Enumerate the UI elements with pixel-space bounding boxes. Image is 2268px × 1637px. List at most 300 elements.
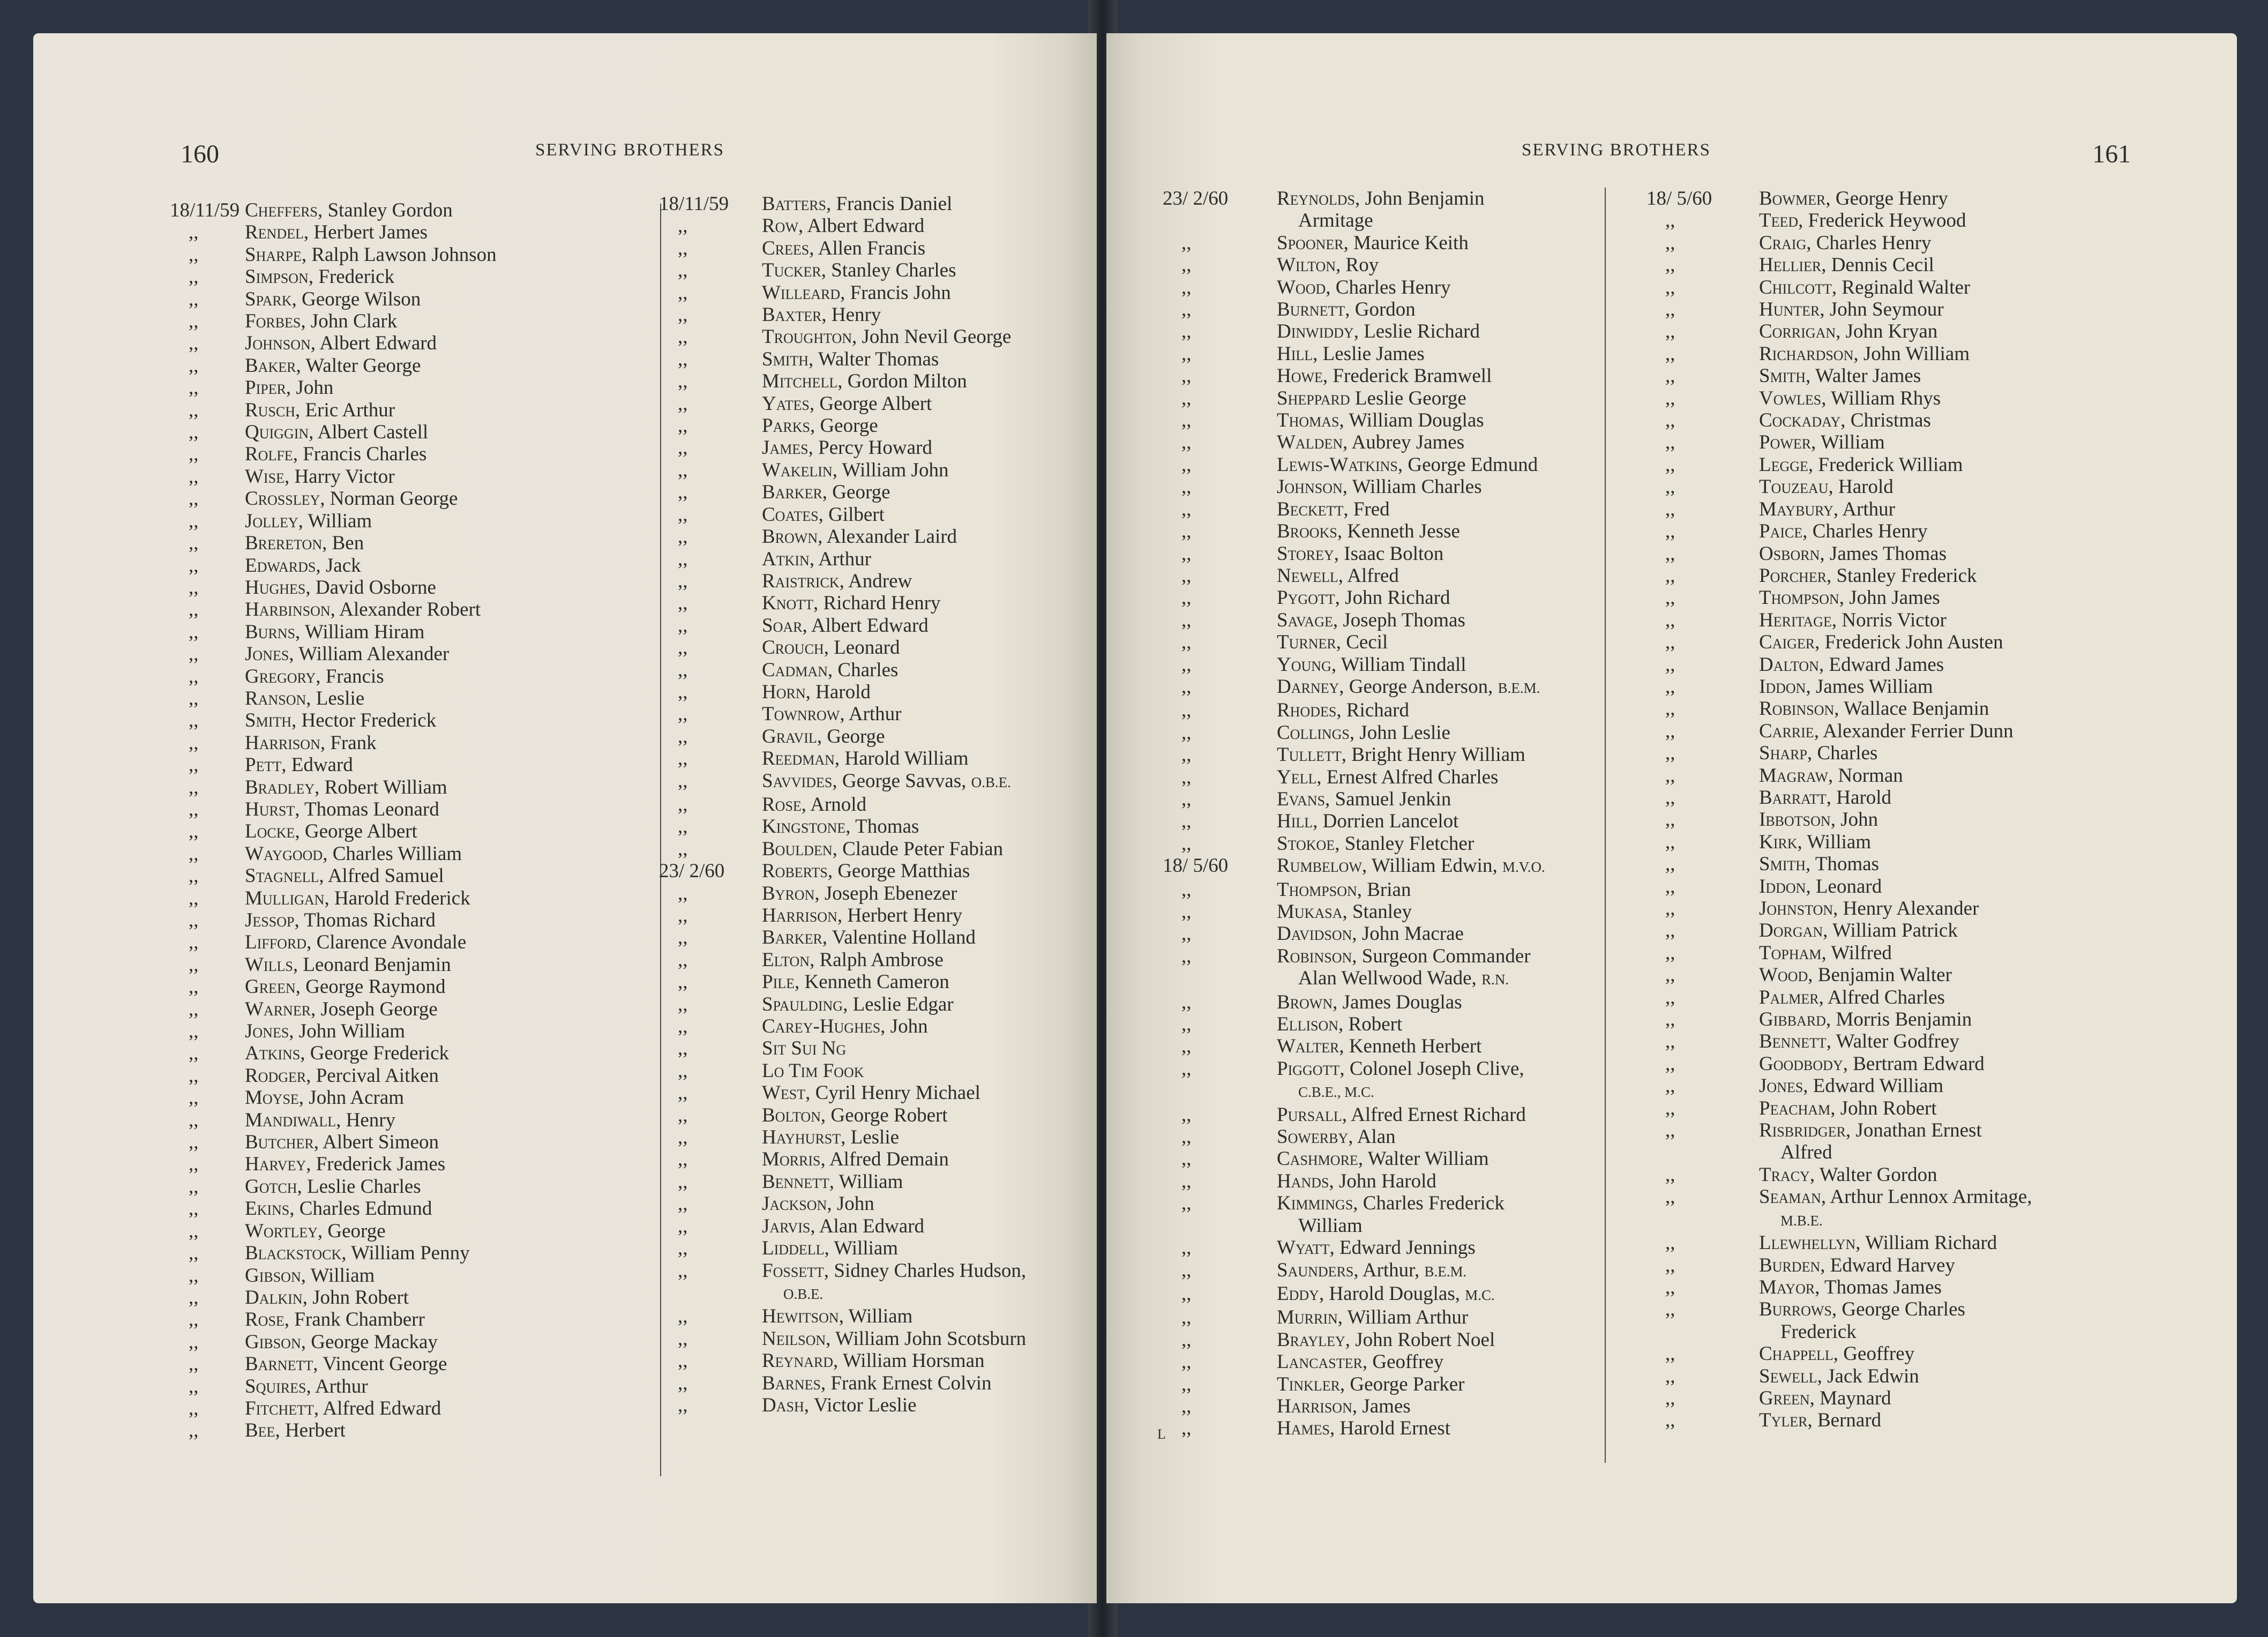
name-entry	[170, 687, 497, 709]
entry-given-names: Clarence Avondale	[316, 931, 467, 954]
entry-date: 18/11/59	[659, 193, 729, 215]
entry-name: Tucker, Stanley Charles	[762, 259, 956, 282]
name-entry	[659, 971, 1026, 993]
entry-given-names: Gordon Milton	[847, 370, 967, 393]
entry-surname: Piggott	[1277, 1057, 1340, 1080]
entry-surname: Tyler	[1759, 1409, 1808, 1432]
name-entry	[1163, 609, 1545, 631]
entry-given-names: John	[890, 1015, 928, 1038]
entry-date: ,,	[678, 1372, 688, 1394]
entry-date: ,,	[1665, 298, 1675, 321]
entry-surname: Gibbard	[1759, 1008, 1826, 1031]
entry-name: Stagnell, Alfred Samuel	[245, 865, 444, 887]
name-entry	[659, 237, 1026, 259]
entry-surname: Sit Sui Ng	[762, 1037, 847, 1060]
entry-name: Crees, Allen Francis	[762, 237, 926, 259]
entry-surname: Robinson	[1277, 945, 1352, 967]
entry-date: ,,	[1181, 365, 1192, 387]
entry-date: ,,	[1181, 1170, 1192, 1192]
name-entry	[170, 266, 497, 288]
name-entry	[1163, 1417, 1545, 1439]
name-entry	[659, 949, 1026, 971]
entry-date: ,,	[189, 1220, 199, 1242]
entry-given-names: Vincent George	[323, 1353, 447, 1376]
entry-surname: Burrows	[1759, 1298, 1832, 1321]
entry-surname: Ellison	[1277, 1013, 1339, 1036]
entry-date: ,,	[1665, 387, 1675, 409]
entry-given-names: George Savvas,	[842, 769, 967, 792]
entry-date: ,,	[189, 665, 199, 687]
entry-date: ,,	[189, 731, 199, 754]
name-entry	[1163, 722, 1545, 744]
entry-name: Fossett, Sidney Charles Hudson, O.B.E.	[762, 1260, 1026, 1306]
name-entry	[1163, 387, 1545, 409]
entry-name: Soar, Albert Edward	[762, 614, 929, 637]
entry-given-names: William Alexander	[298, 643, 450, 666]
name-entry	[170, 555, 497, 577]
entry-given-names: William John Scotsburn	[835, 1327, 1027, 1350]
entry-given-names: Harold Douglas,	[1329, 1282, 1461, 1305]
name-entry	[659, 1015, 1026, 1037]
entry-given-names: Alfred Demain	[829, 1148, 949, 1171]
name-entry	[659, 703, 1026, 725]
entry-given-names: Roy	[1345, 254, 1379, 276]
entry-surname: Barnett	[245, 1353, 313, 1376]
entry-surname: Liddell	[762, 1237, 825, 1260]
entry-surname: Green	[1759, 1387, 1810, 1409]
entry-date: ,,	[189, 532, 199, 555]
entry-date: ,,	[678, 703, 688, 726]
entry-given-names: Stanley	[1352, 901, 1412, 923]
entry-surname: Peacham	[1759, 1097, 1831, 1119]
entry-given-names: Leslie James	[1322, 342, 1425, 365]
entry-surname: Cashmore	[1277, 1148, 1358, 1170]
entry-name: Evans, Samuel Jenkin	[1277, 788, 1451, 810]
entry-given-names: Surgeon Commander	[1361, 945, 1531, 967]
entry-given-names: Frederick Bramwell	[1333, 365, 1492, 387]
entry-date: ,,	[678, 592, 688, 615]
entry-surname: Bolton	[762, 1104, 821, 1126]
entry-name: Jarvis, Alan Edward	[762, 1215, 925, 1237]
entry-given-names: Eric Arthur	[305, 399, 395, 421]
entry-name: Barnett, Vincent George	[245, 1353, 447, 1376]
entry-date: ,,	[1181, 991, 1192, 1013]
entry-name: Gibbard, Morris Benjamin	[1759, 1008, 1972, 1031]
entry-given-names: Charles Henry	[1335, 276, 1451, 298]
entry-name: Craig, Charles Henry	[1759, 231, 1932, 254]
name-entry	[1163, 744, 1545, 766]
entry-continuation	[1277, 1215, 1504, 1237]
name-entry	[170, 532, 497, 554]
entry-name: Walden, Aubrey James	[1277, 431, 1465, 454]
entry-given-names: Thomas	[855, 816, 919, 838]
name-entry	[1646, 232, 2032, 254]
entry-name: Iddon, Leonard	[1759, 875, 1882, 898]
entry-given-names: Joseph Thomas	[1343, 609, 1465, 631]
entry-name: Smith, Hector Frederick	[245, 709, 437, 732]
entry-given-names: Albert Edward	[319, 332, 437, 355]
entry-name: Thompson, John James	[1759, 587, 1940, 609]
entry-name: Blackstock, William Penny	[245, 1242, 470, 1265]
entry-given-names: Kenneth Jesse	[1347, 520, 1460, 543]
entry-surname: Burden	[1759, 1254, 1821, 1276]
entry-name: Darney, George Anderson, B.E.M.	[1277, 675, 1540, 698]
entry-name: Yell, Ernest Alfred Charles	[1277, 766, 1499, 788]
entry-date: ,,	[1665, 786, 1675, 809]
name-entry	[170, 1242, 497, 1264]
entry-date: ,,	[678, 1215, 688, 1237]
name-entry	[170, 998, 497, 1020]
entry-given-names: Cyril Henry Michael	[815, 1082, 980, 1104]
entry-date: ,,	[1181, 1013, 1192, 1036]
entry-name: Eddy, Harold Douglas, M.C.	[1277, 1282, 1495, 1305]
entry-date: ,,	[1665, 342, 1675, 365]
entry-name: Crouch, Leonard	[762, 637, 900, 659]
name-entry	[659, 1060, 1026, 1082]
entry-given-names: Alexander Ferrier Dunn	[1823, 720, 2013, 742]
entry-date: ,,	[678, 392, 688, 415]
entry-surname: Baxter	[762, 304, 822, 326]
entry-date: ,,	[1665, 986, 1675, 1008]
entry-date: ,,	[1665, 653, 1675, 676]
entry-name: Edwards, Jack	[245, 554, 361, 577]
name-entry	[1163, 1104, 1545, 1126]
entry-name: Dalton, Edward James	[1759, 653, 1944, 676]
entry-given-names: John Benjamin	[1365, 188, 1485, 210]
entry-surname: Dalkin	[245, 1286, 303, 1309]
entry-continuation	[1759, 1141, 1982, 1163]
entry-surname: Roberts	[762, 860, 828, 883]
entry-surname: Johnson	[1277, 476, 1343, 498]
page-number: 160	[181, 140, 219, 168]
name-entry	[659, 1350, 1026, 1372]
name-entry	[170, 377, 497, 399]
entry-given-names: John Seymour	[1829, 298, 1944, 321]
entry-date: ,,	[189, 1153, 199, 1176]
name-entry	[1646, 1365, 2032, 1387]
entry-name: Gibson, William	[245, 1264, 375, 1287]
entry-surname: Walter	[1277, 1035, 1339, 1058]
entry-date: ,,	[678, 659, 688, 681]
entry-surname: Chappell	[1759, 1343, 1833, 1365]
entry-name: Caiger, Frederick John Austen	[1759, 631, 2003, 654]
entry-surname: Caiger	[1759, 631, 1815, 654]
entry-name: Wilton, Roy	[1277, 254, 1379, 276]
entry-date: ,,	[1181, 766, 1192, 788]
entry-surname: Cockaday	[1759, 409, 1841, 432]
entry-surname: Byron	[762, 882, 815, 905]
entry-given-names: John William	[298, 1020, 406, 1043]
entry-given-names: Fred	[1353, 498, 1390, 520]
entry-surname: Gregory	[245, 665, 316, 687]
entry-given-names: John Clark	[310, 310, 398, 333]
name-entry	[1646, 809, 2032, 831]
entry-date: ,,	[678, 215, 688, 237]
entry-given-names: Samuel Jenkin	[1335, 788, 1451, 810]
entry-date: ,,	[1665, 1409, 1675, 1432]
entry-given-names: George Frederick	[310, 1042, 450, 1065]
entry-given-names: William	[848, 1305, 913, 1328]
entry-surname: Blackstock	[245, 1242, 342, 1265]
entry-given-names: Dennis Cecil	[1831, 254, 1934, 276]
entry-name: Brereton, Ben	[245, 532, 364, 555]
entry-date: ,,	[189, 776, 199, 798]
entry-name: Power, William	[1759, 431, 1885, 454]
name-entry	[1646, 609, 2032, 631]
entry-given-names: Albert Simeon	[323, 1131, 439, 1154]
entry-given-names: Thomas	[1815, 853, 1880, 876]
name-entry	[170, 1042, 497, 1064]
entry-surname: Bradley	[245, 776, 315, 798]
name-entry	[1646, 986, 2032, 1008]
entry-name: Knott, Richard Henry	[762, 592, 941, 615]
entry-surname: Dorgan	[1759, 920, 1823, 942]
entry-name: Jones, William Alexander	[245, 643, 450, 666]
entry-date: ,,	[1665, 1298, 1675, 1321]
entry-date: ,,	[1181, 254, 1192, 276]
entry-date: ,,	[1665, 1186, 1675, 1208]
entry-given-names: Norman George	[330, 488, 458, 510]
entry-name: Roberts, George Matthias	[762, 860, 970, 883]
entry-surname: Harvey	[245, 1153, 306, 1176]
entry-name: Baxter, Henry	[762, 304, 881, 326]
entry-given-names: Colonel Joseph Clive,	[1349, 1057, 1524, 1080]
entry-given-names: Brian	[1367, 878, 1411, 901]
entry-name: Moyse, John Acram	[245, 1087, 405, 1109]
name-entry	[170, 1065, 497, 1087]
entry-date: ,,	[678, 905, 688, 926]
entry-date: ,,	[1665, 1232, 1675, 1254]
entry-date: ,,	[1181, 1351, 1192, 1373]
entry-name: Tullett, Bright Henry William	[1277, 744, 1525, 766]
entry-given-names: Claude Peter Fabian	[842, 838, 1004, 860]
entry-date: ,,	[1665, 498, 1675, 520]
entry-surname: Johnston	[1759, 898, 1833, 920]
entry-name: Ellison, Robert	[1277, 1013, 1403, 1036]
name-entry	[659, 860, 1026, 882]
entry-name: Jones, John William	[245, 1020, 406, 1043]
entry-name: Spaulding, Leslie Edgar	[762, 993, 954, 1015]
entry-given-names: Charles	[837, 659, 899, 681]
entry-given-names: Ralph Ambrose	[819, 948, 944, 971]
entry-name: Hames, Harold Ernest	[1277, 1417, 1450, 1440]
entry-surname: Risbridger	[1759, 1119, 1846, 1142]
name-entry	[1163, 431, 1545, 453]
entry-given-names: George Wilson	[302, 288, 421, 310]
entry-name: Fitchett, Alfred Edward	[245, 1397, 441, 1419]
entry-name: Cheffers, Stanley Gordon	[245, 199, 453, 221]
entry-given-names: Edward William	[1813, 1075, 1944, 1097]
name-entry	[659, 1037, 1026, 1059]
entry-date: ,,	[189, 1087, 199, 1109]
entry-name: Maybury, Arthur	[1759, 498, 1895, 520]
entry-surname: Quiggin	[245, 421, 309, 444]
name-entry	[659, 459, 1026, 481]
entry-name: Young, William Tindall	[1277, 653, 1466, 676]
entry-honours: M.C.	[1465, 1287, 1495, 1303]
entry-name: Rusch, Eric Arthur	[245, 399, 395, 421]
entry-surname: Gravil	[762, 725, 817, 748]
name-entry	[1163, 1259, 1545, 1283]
entry-surname: Saunders	[1277, 1259, 1354, 1281]
name-entry	[1646, 631, 2032, 653]
entry-surname: Kimmings	[1277, 1192, 1353, 1215]
name-entry	[659, 348, 1026, 370]
entry-date: ,,	[189, 1198, 199, 1220]
entry-name: Raistrick, Andrew	[762, 570, 912, 592]
name-entry	[170, 355, 497, 377]
entry-surname: Sharpe	[245, 243, 302, 266]
entry-given-names: Arthur,	[1362, 1259, 1420, 1281]
entry-date: ,,	[189, 243, 199, 266]
entry-name: Quiggin, Albert Castell	[245, 421, 429, 444]
entry-given-names: Bertram Edward	[1853, 1052, 1985, 1075]
entry-date: ,,	[1181, 498, 1192, 520]
entry-date: ,,	[1181, 1282, 1192, 1305]
entry-date: ,,	[678, 304, 688, 326]
entry-given-names: George Albert	[304, 820, 417, 843]
name-entry	[1163, 991, 1545, 1013]
entry-date: ,,	[1665, 631, 1675, 654]
entry-surname: Paice	[1759, 520, 1803, 543]
entry-given-names: Albert Castell	[317, 421, 429, 444]
name-entry	[1646, 1343, 2032, 1365]
entry-surname: Hayhurst	[762, 1126, 841, 1149]
entry-surname: Wood	[1759, 964, 1808, 986]
entry-given-names: Leonard	[1815, 875, 1882, 898]
name-entry	[1646, 720, 2032, 742]
name-entry	[170, 954, 497, 976]
entry-date: ,,	[189, 1131, 199, 1154]
entry-date: ,,	[1665, 1365, 1675, 1387]
entry-surname: Rose	[245, 1309, 285, 1331]
entry-given-names: Edward Jennings	[1339, 1237, 1476, 1259]
entry-surname: Richardson	[1759, 342, 1854, 365]
entry-name: Burden, Edward Harvey	[1759, 1254, 1955, 1276]
entry-date: ,,	[1181, 1035, 1192, 1058]
name-entry	[1163, 454, 1545, 476]
entry-surname: Beckett	[1277, 498, 1344, 520]
name-entry	[170, 798, 497, 820]
entry-given-names: Leslie	[850, 1126, 900, 1149]
name-entry	[170, 244, 497, 266]
entry-name: Barker, Valentine Holland	[762, 926, 976, 949]
entry-given-names: Walter Thomas	[818, 348, 939, 370]
entry-given-names: William	[1820, 431, 1885, 454]
entry-date: ,,	[1181, 476, 1192, 498]
entry-name: Wise, Harry Victor	[245, 465, 395, 488]
name-entry	[659, 993, 1026, 1015]
name-entry	[1163, 498, 1545, 520]
entry-name: James, Percy Howard	[762, 437, 932, 459]
name-entry	[1646, 1030, 2032, 1052]
entry-given-names: John	[836, 1193, 874, 1215]
entry-given-names: Arthur Lennox Armitage,	[1830, 1186, 2032, 1208]
entry-given-names: John	[1840, 809, 1878, 831]
right-page	[1106, 33, 2237, 1603]
entry-surname: Gotch	[245, 1175, 297, 1198]
entry-surname: Rolfe	[245, 443, 293, 466]
entry-name: Piper, John	[245, 377, 334, 399]
entry-given-names: Thomas Leonard	[304, 798, 439, 820]
entry-given-names: George Matthias	[837, 860, 970, 883]
entry-given-names: Ernest Alfred Charles	[1326, 766, 1499, 788]
entry-name: Wyatt, Edward Jennings	[1277, 1237, 1476, 1259]
name-entry	[170, 976, 497, 998]
entry-name: Hill, Leslie James	[1277, 342, 1425, 365]
entry-name: Brooks, Kenneth Jesse	[1277, 520, 1460, 543]
entry-name: Smith, Walter James	[1759, 365, 1921, 387]
entry-surname: Mukasa	[1277, 901, 1343, 923]
entry-given-names: George Henry	[1835, 188, 1948, 210]
entry-given-names: Wilfred	[1831, 941, 1892, 964]
name-entry	[1646, 1053, 2032, 1075]
entry-name: Savvides, George Savvas, O.B.E.	[762, 769, 1011, 792]
entry-name: Smith, Thomas	[1759, 853, 1880, 876]
entry-name: Harrison, Herbert Henry	[762, 905, 963, 926]
entry-given-names: Geoffrey	[1843, 1343, 1915, 1365]
name-entry	[1646, 765, 2032, 787]
entry-date: ,,	[1665, 1343, 1675, 1365]
entry-date: ,,	[1181, 631, 1192, 654]
name-entry	[170, 288, 497, 310]
entry-date: ,,	[678, 1259, 688, 1282]
name-entry	[1163, 409, 1545, 431]
entry-given-names: James William	[1815, 675, 1933, 698]
entry-given-names: Richard	[1346, 699, 1409, 722]
entry-surname: Brooks	[1277, 520, 1337, 543]
name-entry	[170, 1176, 497, 1198]
entry-name: Robinson, Surgeon Commander Alan Wellwood Wade, R.N.	[1277, 945, 1531, 991]
entry-surname: Lewis-Watkins	[1277, 453, 1398, 476]
entry-surname: Howe	[1277, 365, 1323, 387]
entry-given-names: Walter George	[305, 354, 421, 377]
entry-given-names: Kenneth Cameron	[804, 971, 949, 993]
name-entry	[659, 193, 1026, 215]
name-entry	[1646, 188, 2032, 210]
entry-name: Spooner, Maurice Keith	[1277, 231, 1469, 254]
entry-name: Boulden, Claude Peter Fabian	[762, 838, 1004, 860]
entry-surname: Coates	[762, 503, 819, 526]
entry-given-names: Albert Edward	[811, 614, 929, 637]
entry-surname: Pile	[762, 971, 795, 993]
name-entry	[1646, 1075, 2032, 1097]
entry-surname: Stagnell	[245, 865, 319, 887]
entry-date: ,,	[189, 576, 199, 599]
entry-date: ,,	[189, 221, 199, 244]
entry-date: ,,	[1181, 1373, 1192, 1395]
entry-date: ,,	[678, 681, 688, 703]
entry-name: Morris, Alfred Demain	[762, 1148, 949, 1171]
name-entry	[1646, 742, 2032, 764]
entry-surname: Wortley	[245, 1220, 318, 1242]
entry-surname: Hunter	[1759, 298, 1820, 321]
entry-date: ,,	[678, 1015, 688, 1038]
entry-date: ,,	[678, 370, 688, 393]
entry-date: ,,	[1181, 453, 1192, 476]
name-entry	[1163, 879, 1545, 901]
entry-name: Bradley, Robert William	[245, 776, 447, 798]
entry-name: Thompson, Brian	[1277, 878, 1411, 901]
entry-surname: Jackson	[762, 1193, 827, 1215]
entry-surname: Brayley	[1277, 1328, 1345, 1351]
entry-surname: Topham	[1759, 941, 1822, 964]
entry-date: ,,	[678, 926, 688, 949]
entry-date: ,,	[1181, 1328, 1192, 1351]
entry-given-names: Leslie George	[1354, 387, 1466, 409]
entry-surname: Iddon	[1759, 675, 1806, 698]
name-entry	[659, 1260, 1026, 1306]
